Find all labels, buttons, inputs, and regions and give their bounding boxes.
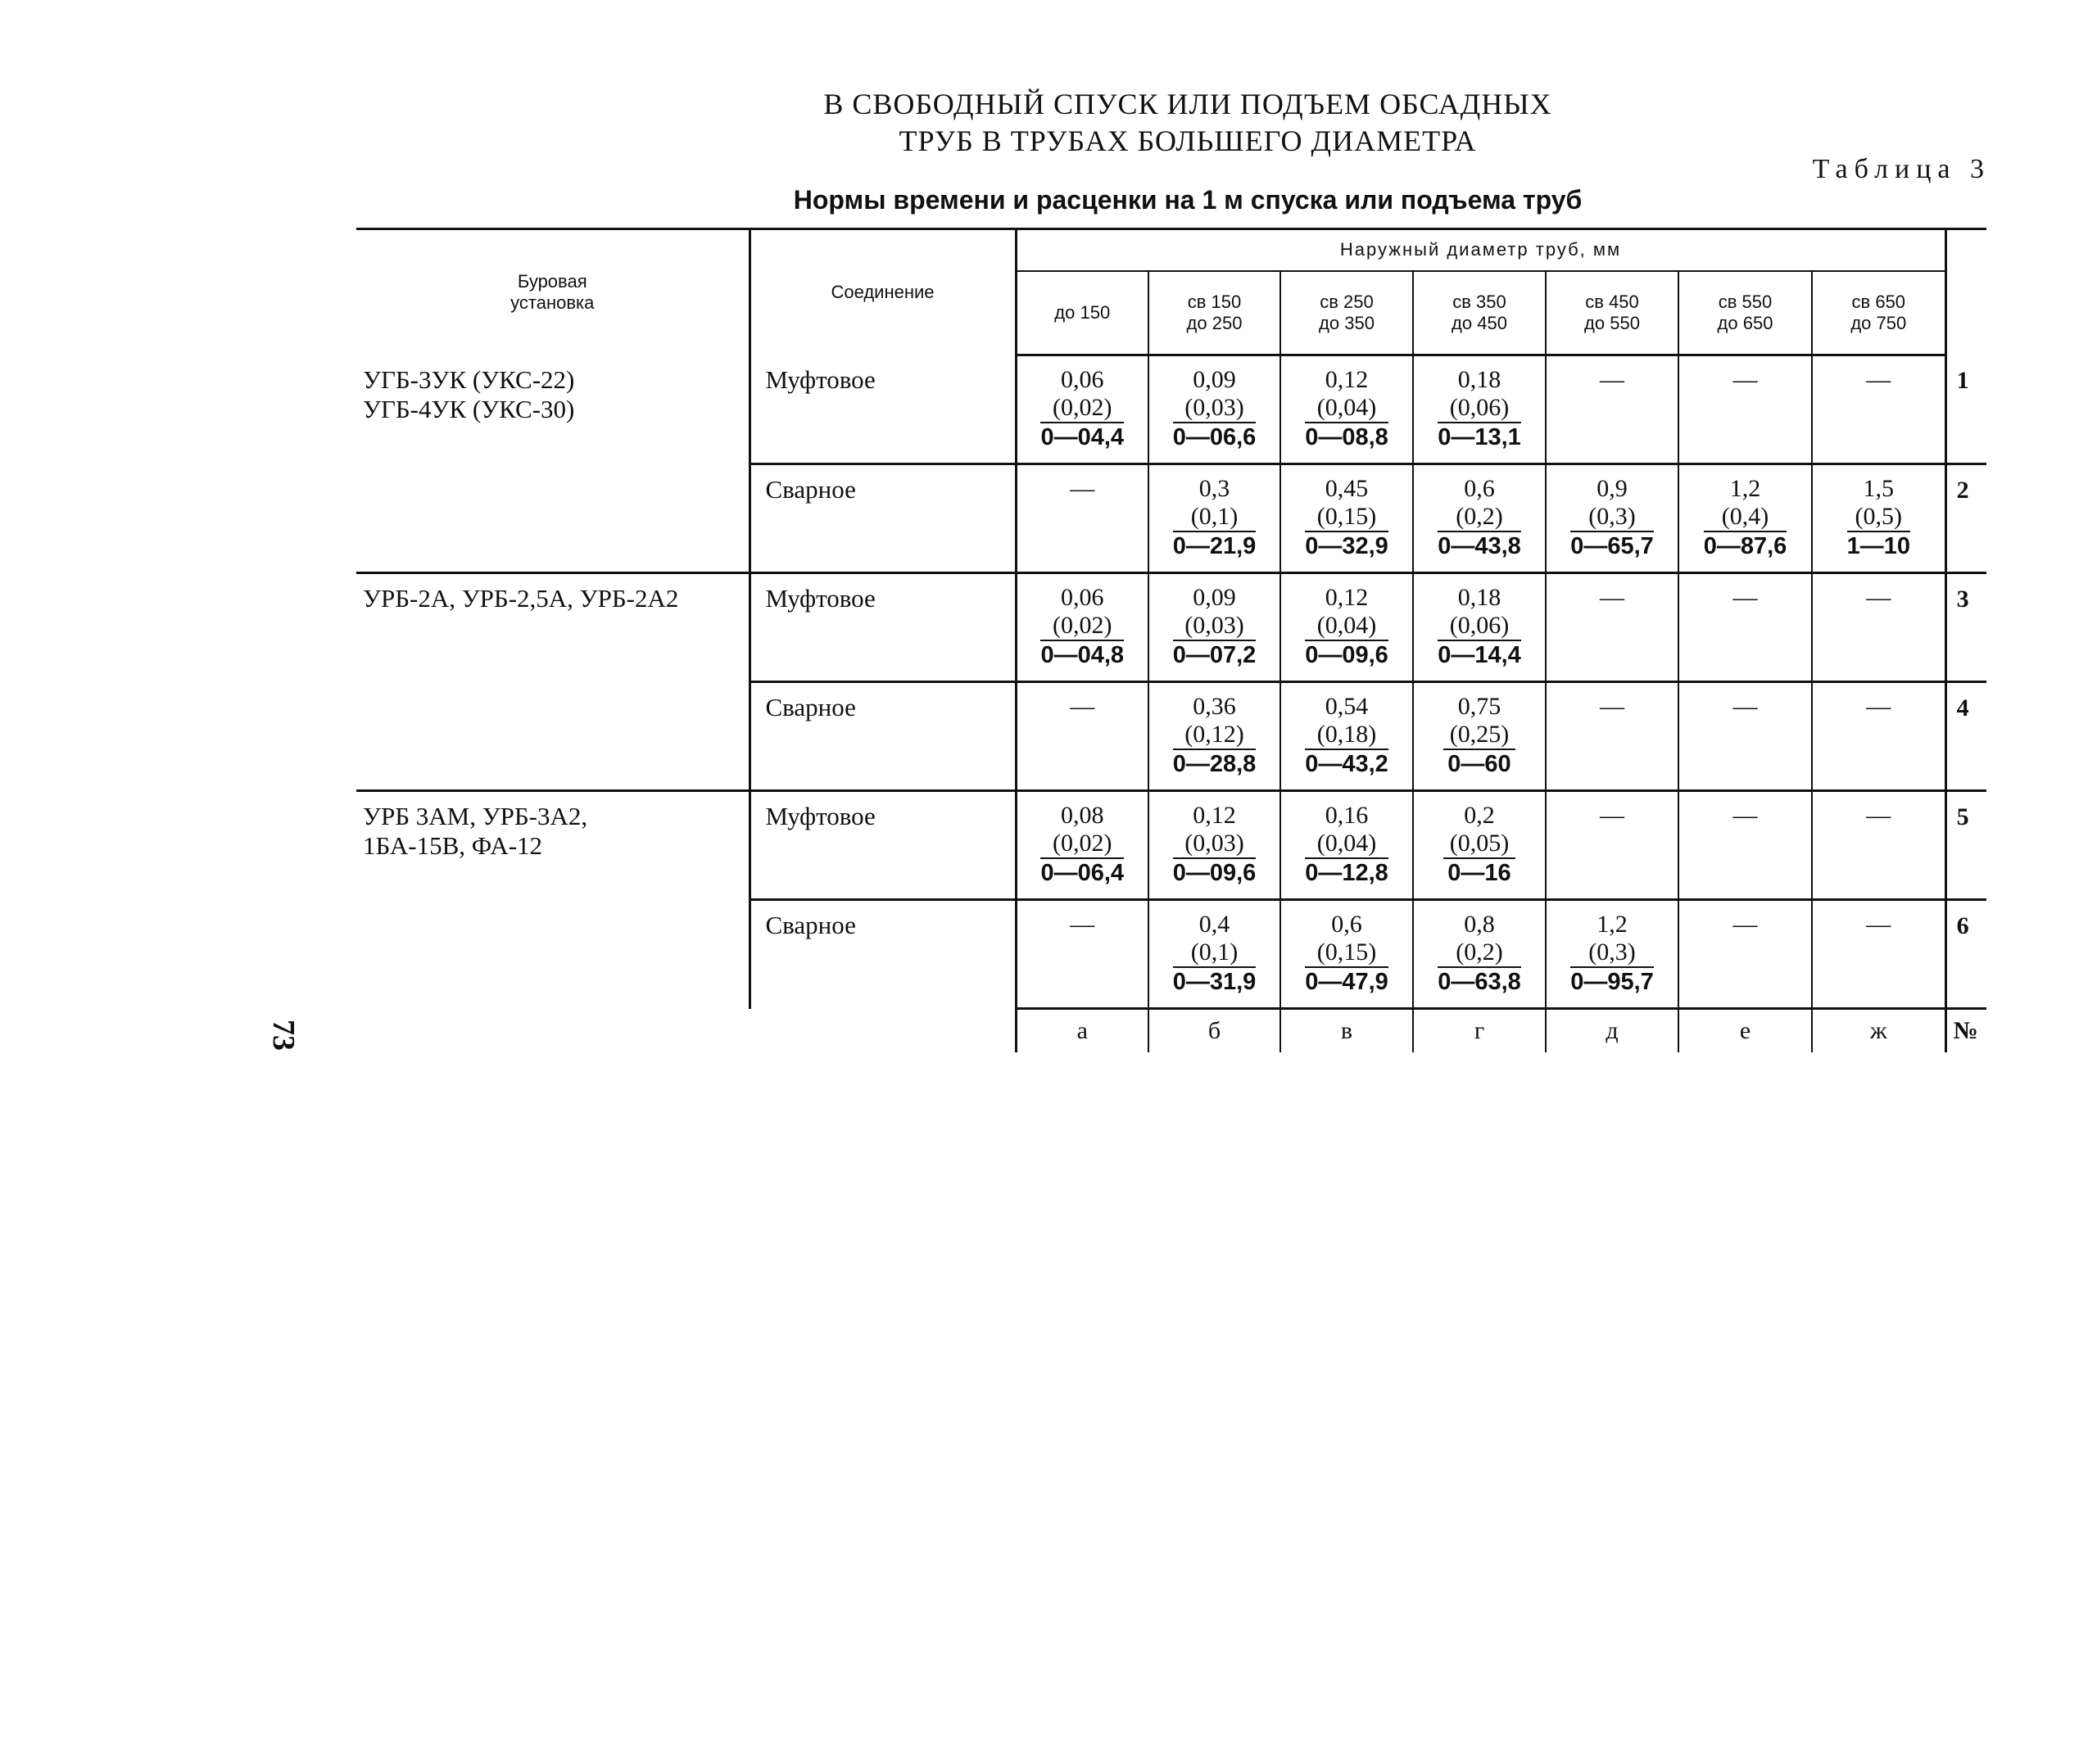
install-name: УРБ 3АМ, УРБ-3А2, 1БА-15В, ФА-12: [356, 791, 750, 1009]
norm-rate: 0—13,1: [1438, 424, 1521, 450]
norm-time-machine: (0,03): [1173, 394, 1257, 423]
connection-type: Муфтовое: [750, 791, 1016, 900]
norm-time: 1,2: [1729, 475, 1761, 502]
header-col-zh: св 650 до 750: [1812, 271, 1945, 355]
column-letter: б: [1148, 1009, 1280, 1053]
norm-cell: [1546, 573, 1678, 682]
page-number: 73: [266, 1020, 301, 1051]
row-number: 3: [1945, 573, 1986, 682]
norm-fraction: [1443, 693, 1515, 778]
install-name: УГБ-3УК (УКС-22) УГБ-4УК (УКС-30): [356, 355, 750, 573]
norm-cell: [1280, 464, 1413, 573]
norm-fraction: [1305, 366, 1388, 451]
norm-cell: [1016, 900, 1148, 1009]
norm-cell: [1148, 464, 1280, 573]
norm-fraction: [1173, 693, 1257, 778]
norm-time: 0,4: [1198, 911, 1230, 938]
connection-type: Сварное: [750, 464, 1016, 573]
connection-type: Муфтовое: [750, 573, 1016, 682]
norm-rate: 0—06,4: [1040, 860, 1125, 886]
norm-cell: [1678, 464, 1812, 573]
section-title: [573, 86, 1802, 160]
header-diameter: Наружный диаметр труб, мм: [1016, 229, 1945, 271]
norm-time: 0,6: [1464, 475, 1495, 502]
norm-fraction: [1173, 802, 1257, 887]
norm-rate: 0—14,4: [1438, 642, 1521, 668]
norm-cell: [1812, 900, 1945, 1009]
table-row: [356, 791, 1986, 900]
norm-time: 0,6: [1331, 911, 1362, 938]
norm-rate: 0—06,6: [1172, 424, 1257, 450]
norm-fraction: [1443, 802, 1515, 887]
norm-cell: [1546, 464, 1678, 573]
norm-fraction: [1570, 911, 1654, 996]
column-letter: г: [1413, 1009, 1546, 1053]
header-col-d: св 450 до 550: [1546, 271, 1678, 355]
norm-time-machine: (0,1): [1173, 503, 1257, 532]
norm-cell: [1678, 682, 1812, 791]
norm-cell: [1546, 900, 1678, 1009]
norm-time: 0,18: [1457, 584, 1501, 611]
norm-time-machine: (0,04): [1305, 830, 1388, 859]
letters-blank: [356, 1009, 750, 1053]
norm-cell: [1016, 464, 1148, 573]
norm-time-machine: (0,06): [1438, 394, 1521, 423]
letters-blank: [750, 1009, 1016, 1053]
header-col-a: до 150: [1016, 271, 1148, 355]
norm-time-machine: (0,06): [1438, 612, 1521, 641]
norm-time: 0,45: [1325, 475, 1369, 502]
connection-type: Сварное: [750, 900, 1016, 1009]
empty-dash: —: [1600, 802, 1624, 829]
norm-rate: 0—09,6: [1305, 642, 1388, 668]
norm-cell: [1413, 573, 1546, 682]
empty-dash: —: [1866, 911, 1891, 938]
norm-time-machine: (0,15): [1305, 503, 1388, 532]
table-row: [356, 355, 1986, 464]
empty-dash: —: [1732, 911, 1758, 938]
connection-type: Сварное: [750, 682, 1016, 791]
norm-cell: [1678, 900, 1812, 1009]
number-sign: №: [1945, 1009, 1986, 1053]
norm-rate: 0—43,2: [1305, 751, 1388, 777]
empty-dash: —: [1732, 802, 1758, 829]
norm-rate: 0—43,8: [1438, 533, 1521, 559]
norm-cell: [1812, 464, 1945, 573]
header-num-blank: [1945, 229, 1986, 355]
norm-cell: [1280, 573, 1413, 682]
table-subtitle: Нормы времени и расценки на 1 м спуска или подъема труб: [793, 185, 1583, 215]
norm-cell: [1016, 355, 1148, 464]
empty-dash: —: [1866, 693, 1891, 720]
norm-fraction: [1173, 584, 1257, 669]
norm-rate: 0—65,7: [1570, 533, 1654, 559]
norm-rate: 0—47,9: [1305, 969, 1388, 995]
norm-fraction: [1438, 366, 1521, 451]
norm-rate: 0—16: [1447, 860, 1511, 886]
norm-fraction: [1438, 911, 1521, 996]
norm-time: 0,06: [1060, 366, 1104, 393]
norm-fraction: [1438, 584, 1521, 669]
norm-fraction: [1305, 911, 1388, 996]
norm-time-machine: (0,05): [1443, 830, 1515, 859]
norm-time-machine: (0,25): [1443, 721, 1515, 750]
norm-time-machine: (0,5): [1847, 503, 1910, 532]
header-connection: Соединение: [750, 229, 1016, 355]
norm-time: 0,2: [1464, 802, 1495, 829]
norm-rate: 0—32,9: [1305, 533, 1388, 559]
norm-rate: 0—95,7: [1570, 969, 1654, 995]
norm-cell: [1016, 791, 1148, 900]
column-letter: д: [1546, 1009, 1678, 1053]
norm-cell: [1812, 682, 1945, 791]
norm-time: 0,12: [1325, 366, 1369, 393]
norm-rate: 0—07,2: [1172, 642, 1257, 668]
empty-dash: —: [1732, 366, 1758, 393]
norm-time: 0,16: [1325, 802, 1369, 829]
norm-time-machine: (0,2): [1438, 503, 1521, 532]
empty-dash: —: [1732, 584, 1758, 611]
row-number: 1: [1956, 366, 1969, 394]
norm-time: 0,08: [1060, 802, 1104, 829]
norm-time: 0,12: [1193, 802, 1236, 829]
empty-dash: —: [1600, 693, 1624, 720]
empty-dash: —: [1866, 366, 1891, 393]
header-col-b: св 150 до 250: [1148, 271, 1280, 355]
norm-cell: [1546, 355, 1678, 464]
norm-cell: [1678, 573, 1812, 682]
norm-cell: [1546, 791, 1678, 900]
norm-rate: 0—08,8: [1305, 424, 1388, 450]
norm-rate: 0—63,8: [1438, 969, 1521, 995]
header-install: Буровая установка: [356, 229, 750, 355]
column-letter: а: [1016, 1009, 1148, 1053]
norm-time-machine: (0,04): [1305, 612, 1388, 641]
norm-rate: 1—10: [1846, 533, 1910, 559]
norm-fraction: [1173, 911, 1257, 996]
norm-time: 0,8: [1464, 911, 1495, 938]
norm-time: 0,09: [1193, 366, 1236, 393]
row-number: 5: [1945, 791, 1986, 900]
header-col-e: св 550 до 650: [1678, 271, 1812, 355]
norm-time-machine: (0,2): [1438, 939, 1521, 968]
norm-cell: [1148, 573, 1280, 682]
empty-dash: —: [1070, 911, 1095, 938]
norm-cell: [1413, 900, 1546, 1009]
column-letter: е: [1678, 1009, 1812, 1053]
norm-cell: [1812, 791, 1945, 900]
norm-time-machine: (0,02): [1040, 830, 1124, 859]
norm-cell: [1280, 791, 1413, 900]
norms-table: [356, 229, 1986, 1052]
norm-fraction: [1040, 366, 1124, 451]
norm-cell: [1812, 573, 1945, 682]
table-row: [356, 573, 1986, 682]
norm-rate: 0—12,8: [1305, 860, 1388, 886]
norm-time-machine: (0,1): [1173, 939, 1257, 968]
norm-cell: [1016, 682, 1148, 791]
norm-fraction: [1570, 475, 1654, 560]
norm-rate: 0—09,6: [1172, 860, 1257, 886]
table-number: Таблица 3: [1812, 154, 1991, 184]
norm-fraction: [1305, 584, 1388, 669]
norm-cell: [1678, 355, 1812, 464]
norm-fraction: [1847, 475, 1910, 560]
norm-cell: [1280, 682, 1413, 791]
norm-cell: [1148, 355, 1280, 464]
norm-time: 1,2: [1597, 911, 1628, 938]
norm-cell: [1148, 791, 1280, 900]
row-number: 2: [1945, 464, 1986, 573]
norm-rate: 0—31,9: [1172, 969, 1257, 995]
section-title-line1: В СВОБОДНЫЙ СПУСК ИЛИ ПОДЪЕМ ОБСАДНЫХ: [823, 88, 1552, 120]
norm-cell: [1016, 573, 1148, 682]
norm-cell: [1413, 682, 1546, 791]
connection-type: Муфтовое: [750, 355, 1016, 464]
norm-rate: 0—21,9: [1172, 533, 1257, 559]
norm-cell: [1413, 791, 1546, 900]
norm-cell: [1148, 900, 1280, 1009]
norm-time: 0,09: [1193, 584, 1236, 611]
norm-fraction: [1173, 475, 1257, 560]
section-title-line2: ТРУБ В ТРУБАХ БОЛЬШЕГО ДИАМЕТРА: [899, 124, 1477, 157]
norm-time: 0,54: [1325, 693, 1369, 720]
norm-fraction: [1438, 475, 1521, 560]
norm-time-machine: (0,18): [1305, 721, 1388, 750]
empty-dash: —: [1732, 693, 1758, 720]
header-col-v: св 250 до 350: [1280, 271, 1413, 355]
column-letters-row: [356, 1009, 1986, 1053]
row-number: 4: [1945, 682, 1986, 791]
norm-rate: 0—04,8: [1040, 642, 1125, 668]
norm-rate: 0—60: [1447, 751, 1511, 777]
norm-time-machine: (0,15): [1305, 939, 1388, 968]
norm-rate: 0—28,8: [1172, 751, 1257, 777]
norm-fraction: [1040, 802, 1124, 887]
norm-cell: [1280, 900, 1413, 1009]
norm-fraction: [1040, 584, 1124, 669]
norm-time-machine: (0,02): [1040, 394, 1124, 423]
norm-time: 0,36: [1193, 693, 1236, 720]
norm-rate: 0—87,6: [1703, 533, 1787, 559]
column-letter: в: [1280, 1009, 1413, 1053]
norm-time-machine: (0,12): [1173, 721, 1257, 750]
norm-time: 0,12: [1325, 584, 1369, 611]
norm-time: 1,5: [1863, 475, 1895, 502]
norm-time: 0,06: [1060, 584, 1104, 611]
norm-time-machine: (0,03): [1173, 612, 1257, 641]
empty-dash: —: [1600, 584, 1624, 611]
norm-time-machine: (0,02): [1040, 612, 1124, 641]
norm-time-machine: (0,3): [1570, 939, 1654, 968]
norm-fraction: [1305, 802, 1388, 887]
norm-fraction: [1173, 366, 1257, 451]
norm-time-machine: (0,4): [1704, 503, 1787, 532]
norm-time: 0,3: [1198, 475, 1230, 502]
header-col-g: св 350 до 450: [1413, 271, 1546, 355]
norm-cell: [1148, 682, 1280, 791]
empty-dash: —: [1600, 366, 1624, 393]
column-letter: ж: [1812, 1009, 1945, 1053]
norm-cell: [1280, 355, 1413, 464]
norm-cell: [1812, 355, 1945, 464]
norm-time: 0,18: [1457, 366, 1501, 393]
norm-cell: [1413, 464, 1546, 573]
norm-time-machine: (0,03): [1173, 830, 1257, 859]
norm-cell: [1678, 791, 1812, 900]
install-name: УРБ-2А, УРБ-2,5А, УРБ-2А2: [356, 573, 750, 791]
norm-time: 0,9: [1597, 475, 1628, 502]
row-number: 6: [1945, 900, 1986, 1009]
empty-dash: —: [1070, 475, 1095, 502]
norm-time: 0,75: [1457, 693, 1501, 720]
norm-cell: [1546, 682, 1678, 791]
norm-fraction: [1704, 475, 1787, 560]
empty-dash: —: [1866, 584, 1891, 611]
norm-time-machine: (0,3): [1570, 503, 1654, 532]
norm-fraction: [1305, 693, 1388, 778]
norm-fraction: [1305, 475, 1388, 560]
norm-rate: 0—04,4: [1040, 424, 1125, 450]
empty-dash: —: [1070, 693, 1095, 720]
norm-time-machine: (0,04): [1305, 394, 1388, 423]
norm-cell: [1413, 355, 1546, 464]
empty-dash: —: [1866, 802, 1891, 829]
